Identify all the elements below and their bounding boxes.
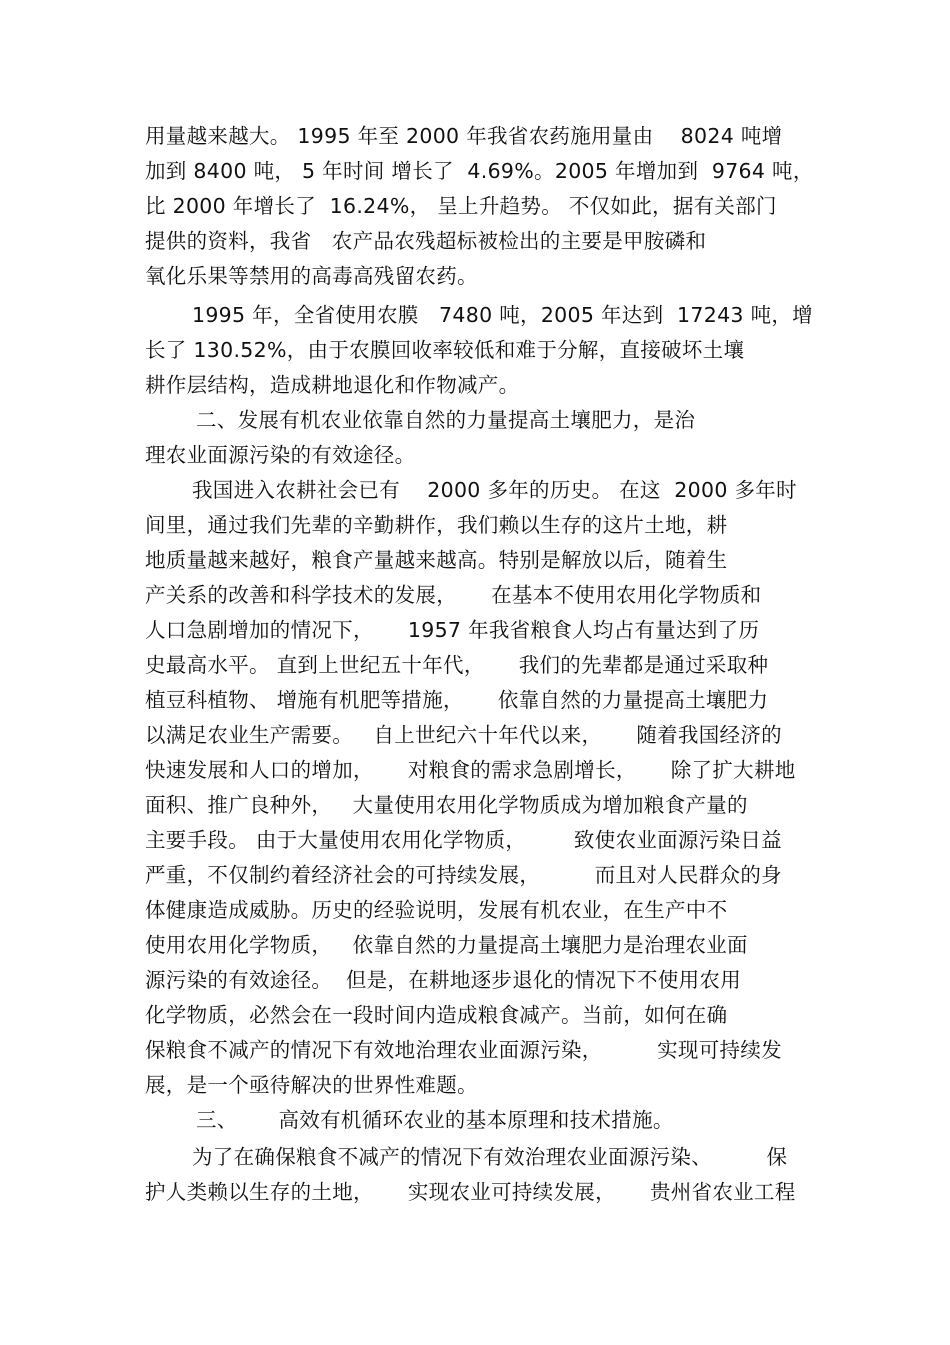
text-line: 保粮食不减产的情况下有效地治理农业面源污染， 实现可持续发 [145,1038,782,1062]
text-line: 提供的资料，我省 农产品农残超标被检出的主要是甲胺磷和 [145,229,707,253]
text-line: 耕作层结构，造成耕地退化和作物减产。 [145,373,520,397]
text-line: 比 2000 年增长了 16.24%， 呈上升趋势。 不仅如此，据有关部门 [145,194,777,218]
text-line: 面积、推广良种外， 大量使用农用化学物质成为增加粮食产量的 [145,793,748,817]
text-line: 地质量越来越好，粮食产量越来越高。特别是解放以后，随着生 [145,548,728,572]
text-line: 护人类赖以生存的土地， 实现农业可持续发展， 贵州省农业工程 [145,1180,796,1204]
text-line: 间里，通过我们先辈的辛勤耕作，我们赖以生存的这片土地，耕 [145,513,728,537]
text-line: 长了 130.52%，由于农膜回收率较低和难于分解，直接破坏土壤 [145,338,745,362]
text-line: 主要手段。 由于大量使用农用化学物质， 致使农业面源污染日益 [145,828,782,852]
text-line: 史最高水平。 直到上世纪五十年代， 我们的先辈都是通过采取种 [145,653,769,677]
text-line: 人口急剧增加的情况下， 1957 年我省粮食人均占有量达到了历 [145,618,760,642]
text-line: 植豆科植物、 增施有机肥等措施， 依靠自然的力量提高土壤肥力 [145,688,769,712]
text-line: 体健康造成威胁。历史的经验说明，发展有机农业，在生产中不 [145,898,728,922]
text-line: 快速发展和人口的增加， 对粮食的需求急剧增长， 除了扩大耕地 [145,758,796,782]
paragraph-start-line: 为了在确保粮食不减产的情况下有效治理农业面源污染、 保 [192,1145,788,1169]
text-line: 以满足农业生产需要。 自上世纪六十年代以来， 随着我国经济的 [145,723,782,747]
section-heading-line: 三、 高效有机循环农业的基本原理和技术措施。 [196,1108,674,1132]
text-line: 源污染的有效途径。 但是，在耕地逐步退化的情况下不使用农用 [145,968,742,992]
section-heading-line: 理农业面源污染的有效途径。 [145,443,416,467]
text-line: 产关系的改善和科学技术的发展， 在基本不使用农用化学物质和 [145,583,762,607]
text-line: 用量越来越大。 1995 年至 2000 年我省农药施用量由 8024 吨增 [145,124,783,148]
text-line: 严重，不仅制约着经济社会的可持续发展， 而且对人民群众的身 [145,863,782,887]
text-line: 使用农用化学物质， 依靠自然的力量提高土壤肥力是治理农业面 [145,933,748,957]
text-line: 加到 8400 吨， 5 年时间 增长了 4.69%。2005 年增加到 9764 吨， [145,159,814,183]
text-line: 展，是一个亟待解决的世界性难题。 [145,1073,478,1097]
paragraph-start-line: 我国进入农耕社会已有 2000 多年的历史。 在这 2000 多年时 [192,478,797,502]
text-line: 化学物质，必然会在一段时间内造成粮食减产。当前，如何在确 [145,1003,728,1027]
text-line: 氧化乐果等禁用的高毒高残留农药。 [145,264,478,288]
paragraph-start-line: 1995 年，全省使用农膜 7480 吨，2005 年达到 17243 吨，增 [192,303,813,327]
section-heading-line: 二、发展有机农业依靠自然的力量提高土壤肥力，是治 [196,408,696,432]
